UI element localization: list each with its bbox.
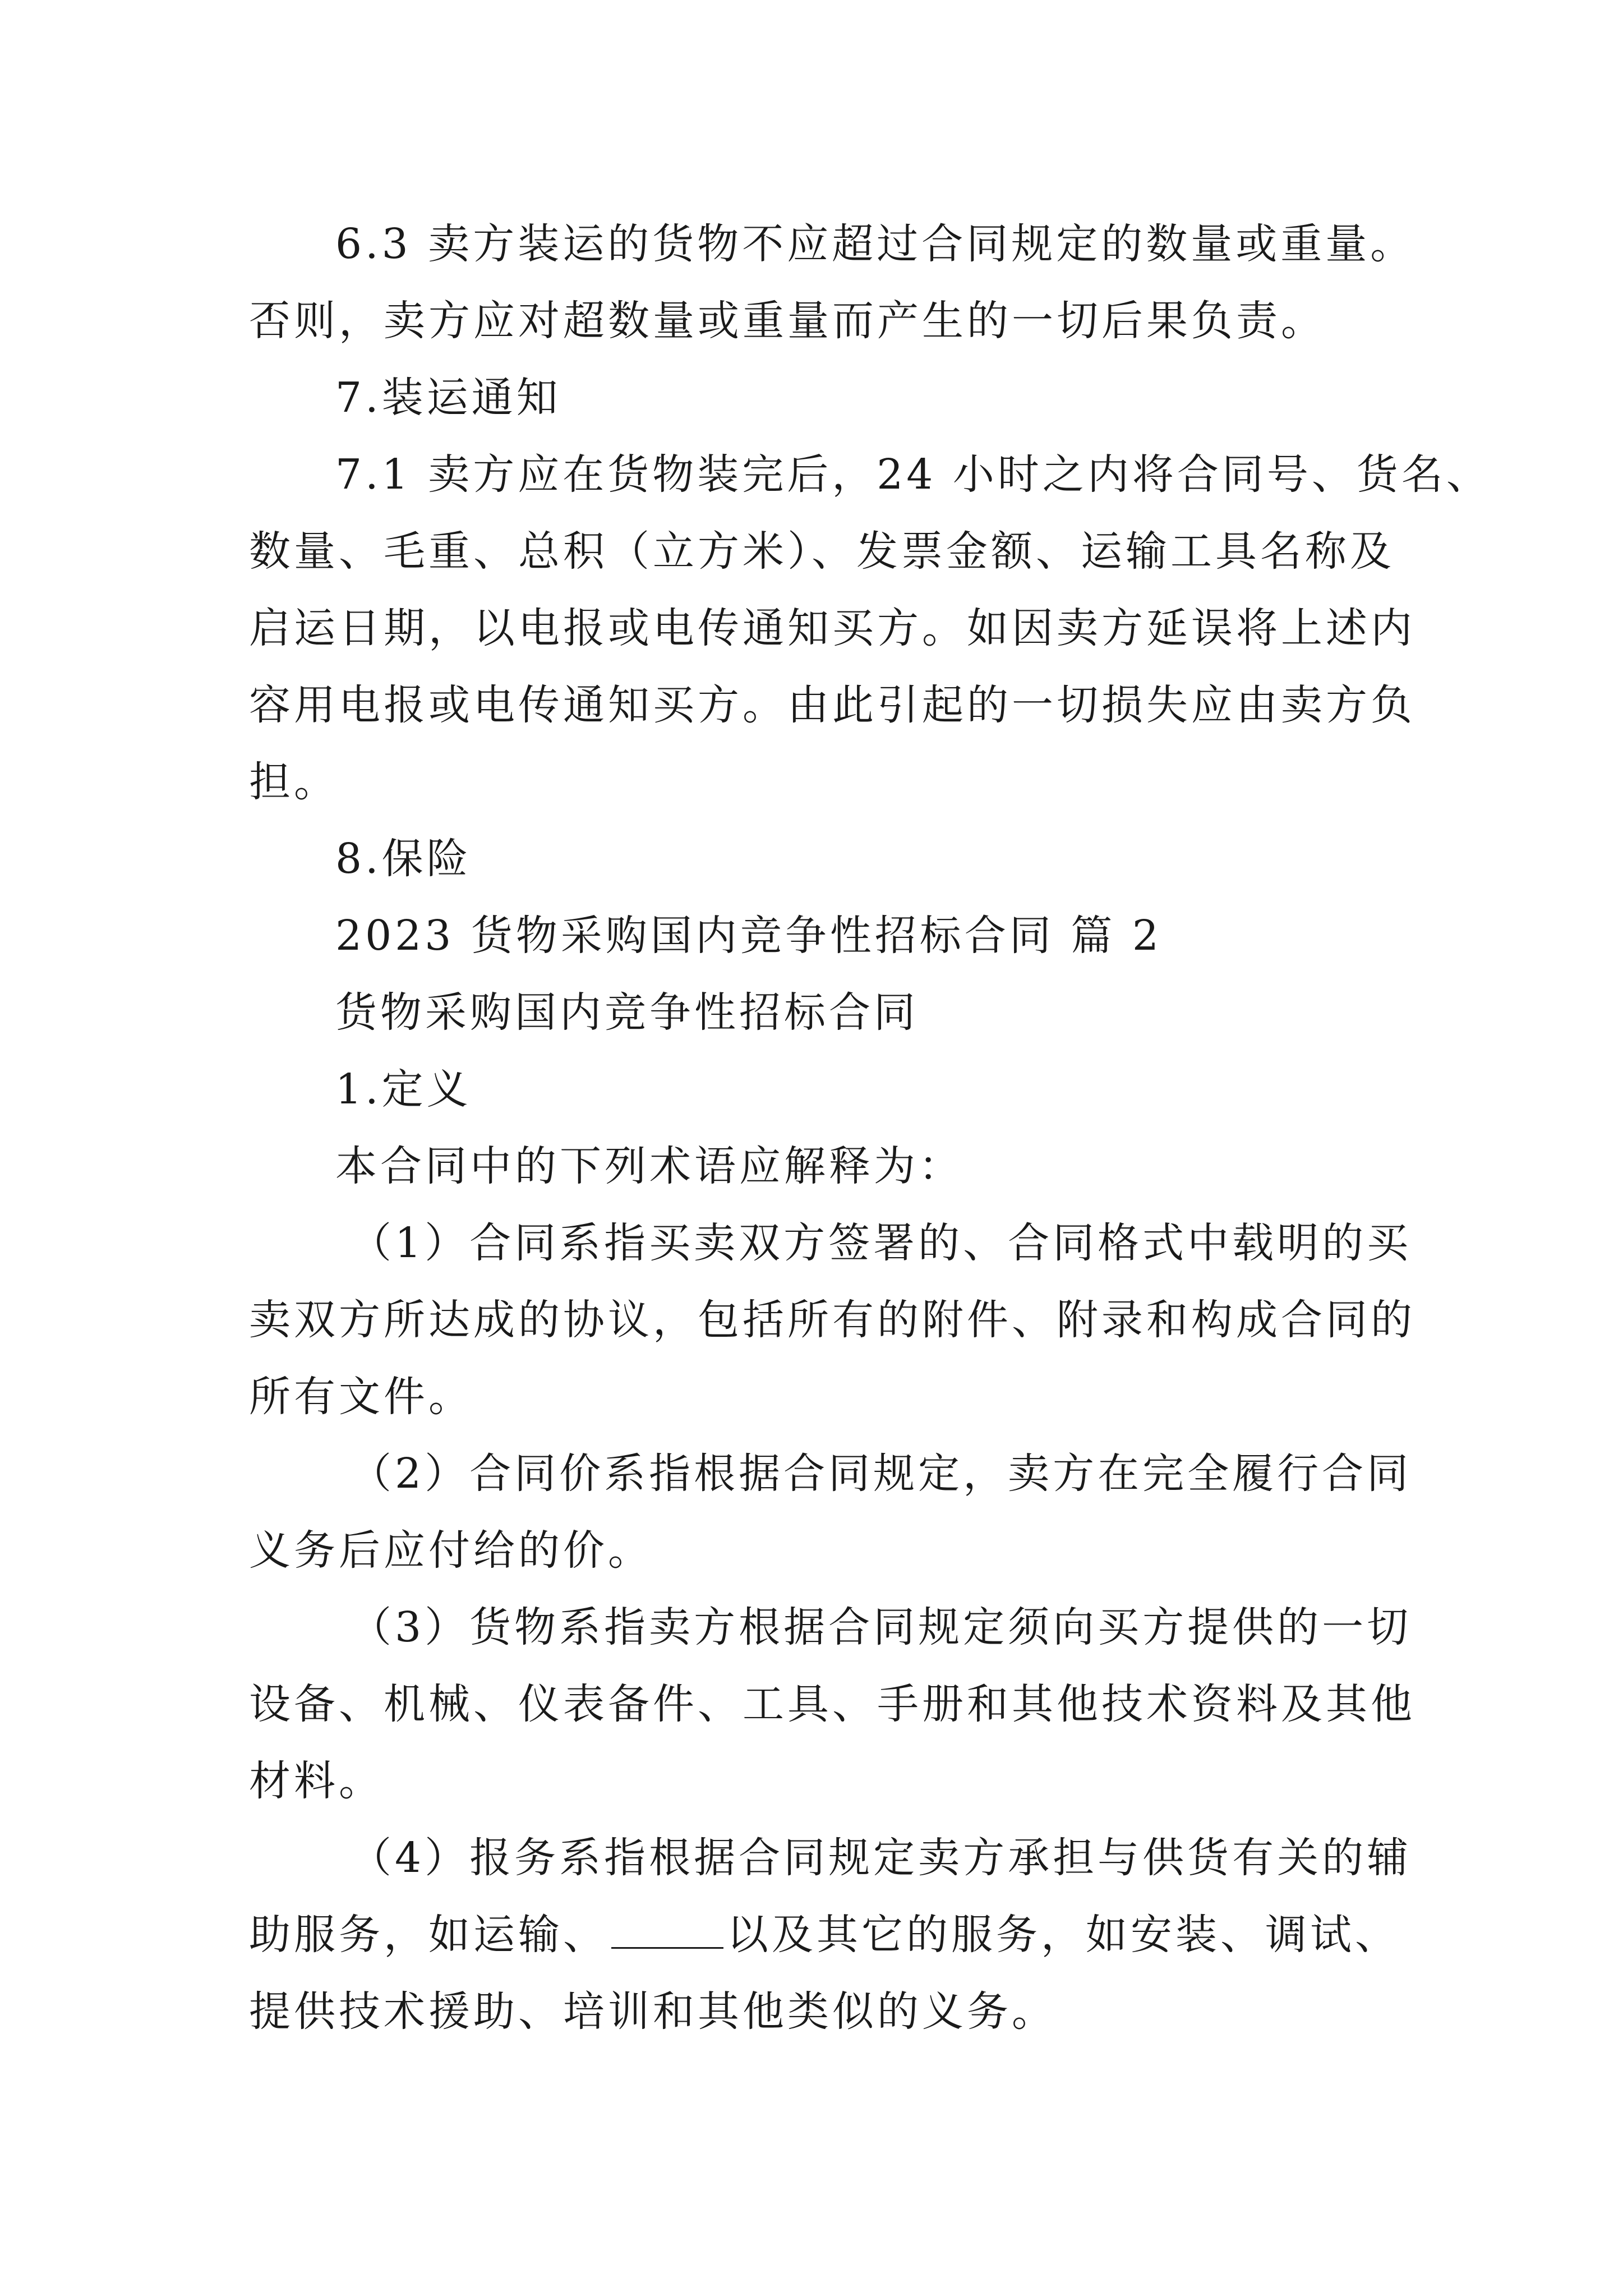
definition-1-line-3: 所有文件。 [249, 1373, 473, 1421]
definition-4-line-1: （4）报务系指根据合同规定卖方承担与供货有关的辅 [350, 1834, 1412, 1882]
definition-4-line-2-end: 以及其它的服务，如安装、调试、 [727, 1911, 1400, 1959]
definition-4-line-2 [249, 1907, 1400, 1963]
paragraph-6-3-line-2: 否则，卖方应对超数量或重量而产生的一切后果负责。 [249, 297, 1326, 345]
paragraph-7-1-line-2: 数量、毛重、总积（立方米）、发票金额、运输工具名称及 [249, 527, 1395, 576]
contract-title: 货物采购国内竞争性招标合同 [335, 988, 919, 1037]
definition-1-line-1: （1）合同系指买卖双方签署的、合同格式中载明的买 [350, 1219, 1412, 1267]
fill-in-blank [611, 1908, 723, 1949]
paragraph-7-1-line-5: 担。 [249, 758, 339, 806]
definition-3-line-2: 设备、机械、仪表备件、工具、手册和其他技术资料及其他 [249, 1680, 1415, 1728]
section-7-heading: 7.装运通知 [335, 374, 561, 422]
article-title: 2023 货物采购国内竞争性招标合同 篇 2 [335, 912, 1162, 960]
definition-4-line-3: 提供技术援助、培训和其他类似的义务。 [249, 1987, 1057, 2036]
definitions-intro: 本合同中的下列术语应解释为： [335, 1142, 963, 1190]
definition-2-line-1: （2）合同价系指根据合同规定，卖方在完全履行合同 [350, 1450, 1412, 1498]
paragraph-6-3-line-1: 6.3 卖方装运的货物不应超过合同规定的数量或重量。 [335, 220, 1415, 268]
section-8-heading: 8.保险 [335, 835, 472, 883]
definition-4-line-2-start: 助服务，如运输、 [249, 1911, 608, 1959]
paragraph-7-1-line-4: 容用电报或电传通知买方。由此引起的一切损失应由卖方负 [249, 681, 1415, 729]
definition-3-line-1: （3）货物系指卖方根据合同规定须向买方提供的一切 [350, 1603, 1412, 1651]
paragraph-7-1-line-3: 启运日期，以电报或电传通知买方。如因卖方延误将上述内 [249, 604, 1415, 652]
definition-3-line-3: 材料。 [249, 1757, 384, 1805]
definition-2-line-2: 义务后应付给的价。 [249, 1526, 653, 1575]
definition-1-line-2: 卖双方所达成的协议，包括所有的附件、附录和构成合同的 [249, 1296, 1415, 1344]
paragraph-7-1-line-1: 7.1 卖方应在货物装完后，24 小时之内将合同号、货名、 [335, 450, 1491, 499]
section-1-heading: 1.定义 [335, 1065, 472, 1114]
